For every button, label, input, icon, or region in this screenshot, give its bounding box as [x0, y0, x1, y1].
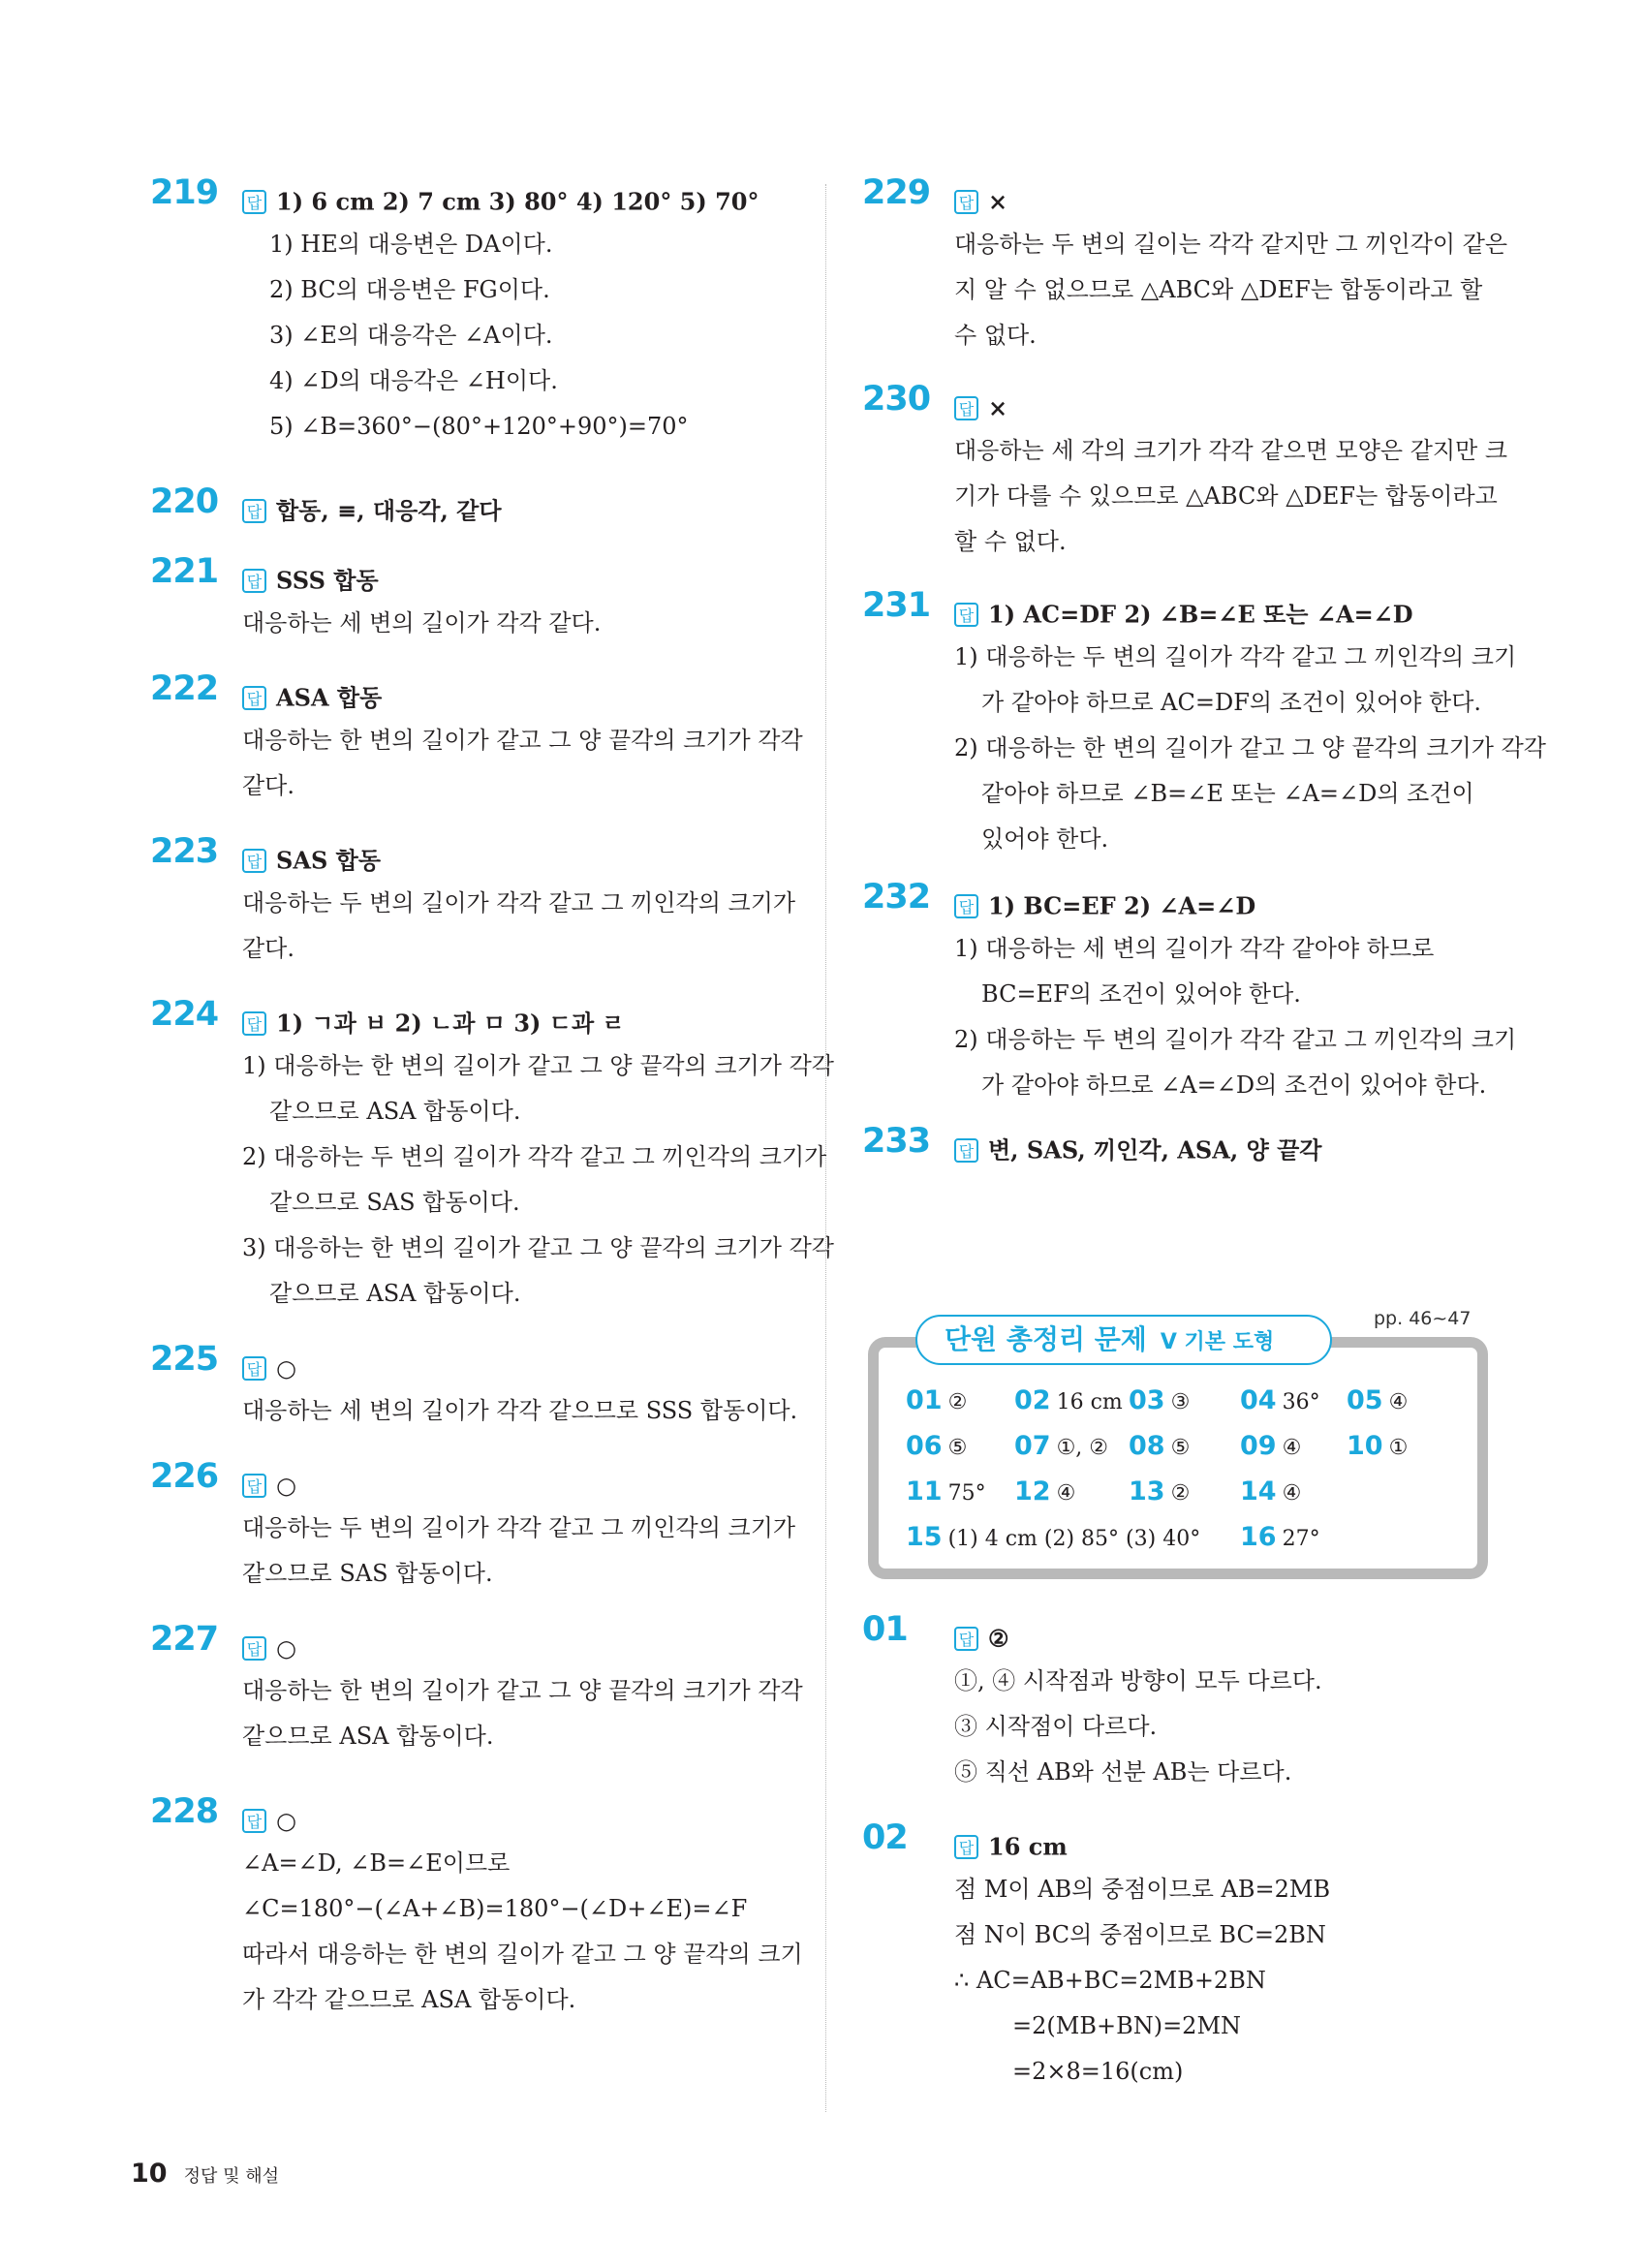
summary-answer: 75° [947, 1481, 986, 1506]
explanation-line: ③ 시작점이 다르다. [954, 1713, 1158, 1740]
footer-label: 정답 및 해설 [183, 2166, 280, 2187]
summary-cell [1129, 1476, 1190, 1507]
problem-number: 227 [150, 1620, 219, 1659]
summary-answer: ③ [1170, 1390, 1191, 1414]
page-number: 10 [131, 2159, 168, 2189]
summary-cell [1240, 1522, 1320, 1552]
summary-number: 14 [1240, 1476, 1277, 1507]
answer-badge: 답 [954, 894, 978, 918]
answer-badge: 답 [242, 1636, 266, 1661]
summary-cell [1014, 1476, 1075, 1507]
explanation-line: 3) ∠E의 대응각은 ∠A이다. [269, 322, 553, 349]
summary-cell [906, 1476, 986, 1507]
summary-number: 06 [906, 1431, 943, 1461]
problem-answer-line [242, 838, 790, 881]
explanation-line: 대응하는 세 변의 길이가 각각 같다. [242, 609, 602, 637]
answer-text: SAS 합동 [276, 846, 382, 875]
explanation-line: 2) 대응하는 두 변의 길이가 각각 같고 그 끼인각의 크기 [954, 1026, 1517, 1053]
problem-item [150, 552, 790, 646]
answer-badge: 답 [954, 396, 978, 420]
problem-item [150, 832, 796, 972]
answer-text: ○ [276, 1471, 296, 1500]
answer-text: 1) BC=EF 2) ∠A=∠D [988, 891, 1256, 920]
explanation-line: 대응하는 한 변의 길이가 같고 그 양 끝각의 크기가 각각 [242, 1677, 803, 1704]
problem-answer-line [242, 1001, 790, 1043]
problem-number: 219 [150, 173, 219, 212]
explanation-line: ⑤ 직선 AB와 선분 AB는 다르다. [954, 1758, 1292, 1786]
summary-number: 07 [1014, 1431, 1051, 1461]
explanation-line: 대응하는 두 변의 길이는 각각 같지만 그 끼인각이 같은 [954, 231, 1508, 258]
explanation-line: ①, ④ 시작점과 방향이 모두 다르다. [954, 1667, 1322, 1694]
answer-text: × [988, 187, 1008, 216]
summary-answer: ④ [1282, 1481, 1302, 1506]
problem-answer-line [954, 386, 1502, 428]
problem-number: 223 [150, 832, 219, 871]
problem-number: 02 [862, 1818, 908, 1857]
explanation-line: ∠A=∠D, ∠B=∠E이므로 [242, 1849, 511, 1877]
explanation-line: 4) ∠D의 대응각은 ∠H이다. [269, 367, 558, 394]
problem-answer-line [954, 1128, 1502, 1170]
summary-answer: 27° [1282, 1527, 1320, 1551]
summary-row [906, 1431, 1487, 1476]
explanation-line: 따라서 대응하는 한 변의 길이가 같고 그 양 끝각의 크기 [242, 1941, 803, 1968]
answer-badge: 답 [242, 1356, 266, 1381]
problem-answer-line [242, 1626, 790, 1668]
problem-number: 221 [150, 552, 219, 591]
answer-text: ASA 합동 [276, 683, 383, 712]
problem-number: 232 [862, 878, 931, 917]
answer-text: 합동, ≡, 대응각, 같다 [276, 496, 502, 525]
summary-cell [906, 1522, 1200, 1552]
left-column [150, 173, 834, 2052]
summary-answer: ② [1170, 1481, 1191, 1506]
problem-answer-line [242, 179, 790, 222]
explanation-line: 대응하는 세 각의 크기가 각각 같으면 모양은 같지만 크 [954, 437, 1508, 464]
problem-answer-line [954, 179, 1502, 222]
explanation-line: 같으므로 SAS 합동이다. [242, 1560, 493, 1587]
summary-pages: pp. 46~47 [1374, 1308, 1472, 1329]
explanation-line: 1) 대응하는 세 변의 길이가 각각 같아야 하므로 [954, 935, 1435, 962]
explanation-line: 1) 대응하는 두 변의 길이가 각각 같고 그 끼인각의 크기 [954, 643, 1517, 670]
problem-item [862, 380, 1508, 565]
summary-number: 03 [1129, 1385, 1165, 1415]
answer-badge: 답 [242, 1011, 266, 1036]
explanation-line: 같으므로 ASA 합동이다. [269, 1280, 521, 1307]
explanation-line: 같다. [242, 935, 294, 962]
answer-badge: 답 [242, 1809, 266, 1833]
problem-number: 228 [150, 1792, 219, 1831]
summary-row [906, 1476, 1487, 1522]
summary-cell [1014, 1431, 1108, 1461]
answer-text: ○ [276, 1806, 296, 1835]
summary-number: 05 [1347, 1385, 1383, 1415]
problem-item [150, 173, 790, 450]
summary-cell [1240, 1476, 1301, 1507]
problem-item [150, 482, 790, 531]
summary-number: 02 [1014, 1385, 1051, 1415]
problem-item [862, 586, 1546, 862]
answer-badge: 답 [242, 849, 266, 873]
summary-number: 15 [906, 1522, 943, 1552]
problem-item [150, 1792, 803, 2023]
problem-answer-line [242, 1798, 790, 1841]
summary-row [906, 1522, 1487, 1568]
problem-answer-line [242, 1463, 790, 1506]
summary-number: 10 [1347, 1431, 1383, 1461]
answer-badge: 답 [242, 686, 266, 710]
summary-answer: ① [1388, 1436, 1409, 1460]
problem-item [150, 995, 834, 1317]
explanation-line: 같으므로 ASA 합동이다. [242, 1723, 494, 1750]
summary-cell [1129, 1431, 1190, 1461]
explanation-line: 점 N이 BC의 중점이므로 BC=2BN [954, 1921, 1326, 1948]
problem-answer-line [242, 675, 790, 718]
problem-answer-line [242, 1346, 790, 1388]
explanation-line: 1) HE의 대응변은 DA이다. [269, 231, 553, 258]
problem-item [862, 1610, 1502, 1795]
answer-badge: 답 [954, 1835, 978, 1859]
explanation-line: 할 수 없다. [954, 528, 1067, 555]
explanation-line: ∴ AC=AB+BC=2MB+2BN [954, 1967, 1266, 1994]
problem-number: 231 [862, 586, 931, 625]
answer-text: ② [988, 1624, 1009, 1653]
summary-number: 13 [1129, 1476, 1165, 1507]
explanation-line: 가 각각 같으므로 ASA 합동이다. [242, 1986, 576, 2013]
summary-answer: ⑤ [1170, 1436, 1191, 1460]
right-column [862, 173, 1546, 1199]
answer-text: 1) 6 cm 2) 7 cm 3) 80° 4) 120° 5) 70° [276, 187, 759, 216]
summary-number: 12 [1014, 1476, 1051, 1507]
answer-badge: 답 [954, 1138, 978, 1163]
answer-text: ○ [276, 1353, 296, 1383]
answer-text: × [988, 393, 1008, 422]
problem-item [150, 1457, 796, 1597]
explanation-line: 대응하는 세 변의 길이가 각각 같으므로 SSS 합동이다. [242, 1397, 798, 1424]
summary-answer: 16 cm [1056, 1390, 1123, 1414]
summary-title: 단원 총정리 문제 Ⅴ 기본 도형 [915, 1315, 1332, 1365]
explanation-line: 1) 대응하는 한 변의 길이가 같고 그 양 끝각의 크기가 각각 [242, 1052, 834, 1079]
answer-badge: 답 [242, 499, 266, 523]
answer-text: 변, SAS, 끼인각, ASA, 양 끝각 [988, 1135, 1322, 1165]
summary-cell [1240, 1431, 1301, 1461]
explanation-line: 같으므로 ASA 합동이다. [269, 1098, 521, 1125]
explanation-line: 있어야 한다. [981, 825, 1109, 853]
explanation-line: =2×8=16(cm) [1012, 2058, 1184, 2085]
summary-answer: ④ [1388, 1390, 1409, 1414]
summary-row [906, 1385, 1487, 1431]
problem-number: 229 [862, 173, 931, 212]
problem-answer-line [242, 558, 790, 601]
explanation-line: 기가 다를 수 있으므로 △ABC와 △DEF는 합동이라고 [954, 482, 1498, 510]
summary-cell [906, 1385, 967, 1415]
explanation-line: 가 같아야 하므로 AC=DF의 조건이 있어야 한다. [981, 689, 1482, 716]
explanation-line: 수 없다. [954, 322, 1037, 349]
answer-text: 16 cm [988, 1832, 1068, 1861]
problem-item [862, 173, 1508, 358]
summary-grid [906, 1385, 1487, 1568]
problem-answer-line [954, 884, 1502, 926]
explanation-line: 같아야 하므로 ∠B=∠E 또는 ∠A=∠D의 조건이 [981, 780, 1474, 807]
problem-number: 230 [862, 380, 931, 419]
explanation-line: 3) 대응하는 한 변의 길이가 같고 그 양 끝각의 크기가 각각 [242, 1234, 834, 1261]
summary-number: 11 [906, 1476, 943, 1507]
explanation-line: 같으므로 SAS 합동이다. [269, 1189, 520, 1216]
explanation-line: 2) 대응하는 두 변의 길이가 각각 같고 그 끼인각의 크기가 [242, 1143, 827, 1170]
summary-number: 09 [1240, 1431, 1277, 1461]
explanation-line: 대응하는 두 변의 길이가 각각 같고 그 끼인각의 크기가 [242, 1514, 796, 1541]
summary-cell [1347, 1385, 1408, 1415]
summary-cell [906, 1431, 967, 1461]
answer-badge: 답 [954, 603, 978, 627]
summary-cell [1014, 1385, 1123, 1415]
explanation-line: 대응하는 한 변의 길이가 같고 그 양 끝각의 크기가 각각 [242, 727, 803, 754]
explanation-line: 점 M이 AB의 중점이므로 AB=2MB [954, 1876, 1331, 1903]
explanation-line: 2) 대응하는 한 변의 길이가 같고 그 양 끝각의 크기가 각각 [954, 734, 1546, 761]
page-footer [131, 2159, 279, 2189]
problem-item [150, 669, 803, 809]
problem-number: 224 [150, 995, 219, 1034]
problem-number: 222 [150, 669, 219, 708]
explanation-line: 같다. [242, 772, 294, 799]
summary-cell [1240, 1385, 1320, 1415]
explanation-line: 지 알 수 없으므로 △ABC와 △DEF는 합동이라고 할 [954, 276, 1483, 303]
problem-number: 225 [150, 1340, 219, 1379]
problem-answer-line [954, 1616, 1502, 1659]
explanation-line: 2) BC의 대응변은 FG이다. [269, 276, 550, 303]
summary-number: 16 [1240, 1522, 1277, 1552]
problem-item [862, 878, 1517, 1108]
problem-item [150, 1620, 803, 1759]
problem-number: 220 [150, 482, 219, 521]
explanation-line: 5) ∠B=360°−(80°+120°+90°)=70° [269, 413, 689, 440]
explanation-line: 대응하는 두 변의 길이가 각각 같고 그 끼인각의 크기가 [242, 889, 796, 917]
summary-cell [1129, 1385, 1190, 1415]
problem-answer-line [954, 1824, 1502, 1867]
answer-badge: 답 [954, 1627, 978, 1651]
summary-cell [1347, 1431, 1408, 1461]
summary-number: 04 [1240, 1385, 1277, 1415]
answer-text: ○ [276, 1633, 296, 1662]
summary-answer: ①, ② [1056, 1436, 1109, 1460]
problem-number: 226 [150, 1457, 219, 1496]
summary-answer: ④ [1056, 1481, 1076, 1506]
summary-answer: 36° [1282, 1390, 1320, 1414]
summary-answer: ② [947, 1390, 968, 1414]
answer-badge: 답 [242, 190, 266, 214]
summary-answer: (1) 4 cm (2) 85° (3) 40° [947, 1527, 1201, 1551]
summary-answer: ④ [1282, 1436, 1302, 1460]
problem-answer-line [954, 592, 1502, 635]
explanation-line: BC=EF의 조건이 있어야 한다. [981, 980, 1301, 1008]
problem-item [150, 1340, 798, 1434]
answer-badge: 답 [954, 190, 978, 214]
review-section [862, 1610, 1502, 2124]
problem-answer-line [242, 488, 790, 531]
answer-text: 1) ㄱ과 ㅂ 2) ㄴ과 ㅁ 3) ㄷ과 ㄹ [276, 1009, 625, 1038]
problem-number: 01 [862, 1610, 908, 1649]
explanation-line: =2(MB+BN)=2MN [1012, 2012, 1242, 2039]
answer-text: 1) AC=DF 2) ∠B=∠E 또는 ∠A=∠D [988, 600, 1413, 629]
problem-item [862, 1818, 1502, 2095]
problem-number: 233 [862, 1122, 931, 1161]
explanation-line: ∠C=180°−(∠A+∠B)=180°−(∠D+∠E)=∠F [242, 1895, 748, 1922]
answer-badge: 답 [242, 1474, 266, 1498]
answer-badge: 답 [242, 569, 266, 593]
column-divider [825, 184, 826, 2112]
summary-number: 01 [906, 1385, 943, 1415]
problem-item [862, 1122, 1502, 1170]
summary-answer: ⑤ [947, 1436, 968, 1460]
summary-number: 08 [1129, 1431, 1165, 1461]
explanation-line: 가 같아야 하므로 ∠A=∠D의 조건이 있어야 한다. [981, 1072, 1487, 1099]
answer-text: SSS 합동 [276, 566, 379, 595]
